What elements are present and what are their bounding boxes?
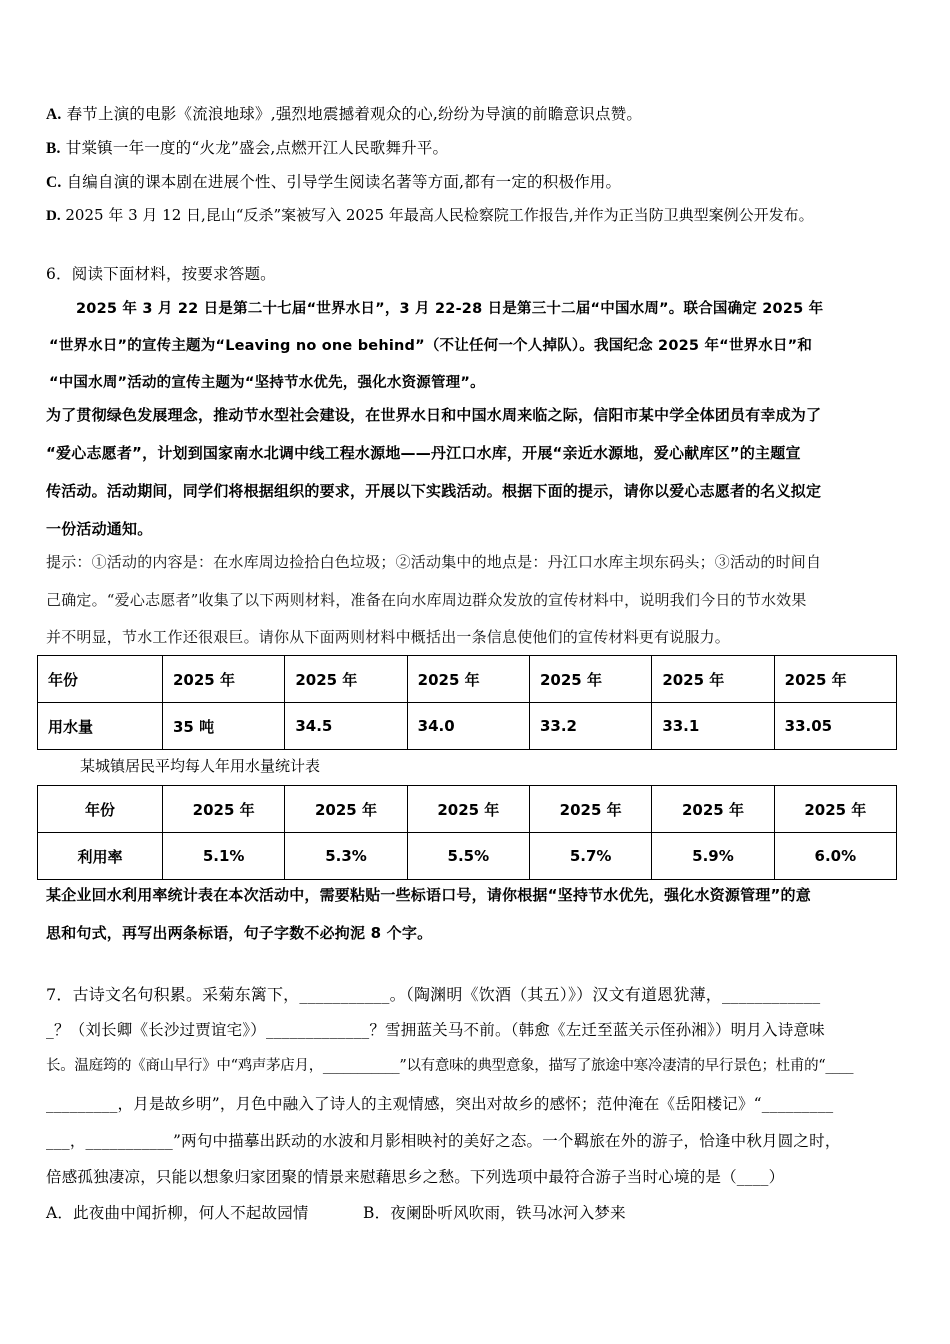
table-cell-value: 5.7% (529, 833, 651, 880)
q7-line: 倍感孤独凄凉，只能以想象归家团聚的情景来慰藉思乡之愁。下列选项中最符合游子当时心境的是（____） (46, 1168, 785, 1186)
q7-line: _________，月是故乡明”，月色中融入了诗人的主观情感，突出对故乡的感怀；范仲淹在《岳阳楼记》“_________ (46, 1095, 834, 1113)
q6-after-line: 思和句式，再写出两条标语，句子字数不必拘泥 8 个字。 (46, 924, 433, 942)
table-row-header: 年份 (38, 786, 163, 833)
table-cell-value: 35 吨 (163, 703, 285, 750)
table-cell-value: 5.1% (163, 833, 285, 880)
table-cell-value: 5.5% (407, 833, 529, 880)
table-cell-year: 2025 年 (407, 786, 529, 833)
table-cell-year: 2025 年 (407, 656, 529, 703)
table-cell-year: 2025 年 (285, 656, 407, 703)
table-row (38, 703, 897, 750)
option-text: 春节上演的电影《流浪地球》,强烈地震撼着观众的心,纷纷为导演的前瞻意识点赞。 (66, 105, 643, 123)
option-text: 自编自演的课本剧在进展个性、引导学生阅读名著等方面,都有一定的积极作用。 (66, 173, 622, 191)
table-row-header: 年份 (38, 656, 163, 703)
q7-option-b: B．夜阑卧听风吹雨，铁马冰河入梦来 (363, 1204, 626, 1222)
table-cell-value: 6.0% (774, 833, 896, 880)
table-row (38, 833, 897, 880)
table-cell-year: 2025 年 (529, 656, 651, 703)
q6-hint-line: 己确定。“爱心志愿者”收集了以下两则材料，准备在向水库周边群众发放的宣传材料中，说明我们今日的节水效果 (46, 591, 807, 609)
q5-option-c (46, 170, 621, 192)
q5-option-b (46, 136, 448, 158)
q6-task-line: 为了贯彻绿色发展理念，推动节水型社会建设，在世界水日和中国水周来临之际，信阳市某中学全体团员有幸成为了 (46, 406, 822, 424)
option-text: 2025 年 3 月 12 日,昆山“反杀”案被写入 2025 年最高人民检察院工作报告,并作为正当防卫典型案例公开发布。 (65, 206, 814, 224)
q5-option-d (46, 204, 814, 225)
table-cell-year: 2025 年 (652, 786, 774, 833)
q6-hint-line: 并不明显，节水工作还很艰巨。请你从下面两则材料中概括出一条信息使他们的宣传材料更有说服力。 (46, 628, 731, 646)
table-row (38, 656, 897, 703)
q6-material-line: 2025 年 3 月 22 日是第二十七届“世界水日”，3 月 22-28 日是第三十二届“中国水周”。联合国确定 2025 年 (76, 301, 824, 317)
q6-task-line: “爱心志愿者”，计划到国家南水北调中线工程水源地——丹江口水库，开展“亲近水源地，爱心献库区”的主题宣 (46, 444, 801, 462)
q7-line: _？（刘长卿《长沙过贾谊宅》）_____________？雪拥蓝关马不前。（韩愈《左迁至蓝关示侄孙湘》）明月入诗意味 (46, 1021, 825, 1039)
table-cell-value: 5.3% (285, 833, 407, 880)
table-cell-year: 2025 年 (285, 786, 407, 833)
q6-title: 6．阅读下面材料，按要求答题。 (46, 265, 276, 283)
table-row-header: 用水量 (38, 703, 163, 750)
table-row (38, 786, 897, 833)
table-cell-year: 2025 年 (163, 786, 285, 833)
option-text: 甘棠镇一年一度的“火龙”盛会,点燃开江人民歌舞升平。 (65, 139, 449, 157)
q6-hint-line: 提示：①活动的内容是：在水库周边捡拾白色垃圾；②活动集中的地点是：丹江口水库主坝东码头；③活动的时间自 (46, 553, 822, 571)
option-label: C. (46, 174, 62, 191)
option-label: B. (46, 140, 61, 157)
q6-material-line: “中国水周”活动的宣传主题为“坚持节水优先，强化水资源管理”。 (49, 375, 485, 391)
water-usage-table (37, 655, 897, 750)
table-cell-value: 34.0 (407, 703, 529, 750)
q7-line: 长。温庭筠的《商山早行》中“鸡声茅店月，___________”以有意味的典型意象，描写了旅途中寒冷凄清的早行景色；杜甫的“____ (46, 1058, 854, 1074)
q6-after-line: 某企业回水利用率统计表在本次活动中，需要粘贴一些标语口号，请你根据“坚持节水优先，强化水资源管理”的意 (46, 886, 811, 904)
water-reuse-table (37, 785, 897, 880)
table-cell-value: 33.2 (529, 703, 651, 750)
table1-caption: 某城镇居民平均每人年用水量统计表 (80, 757, 321, 775)
table-cell-year: 2025 年 (163, 656, 285, 703)
q7-line: 7．古诗文名句积累。采菊东篱下，___________。（陶渊明《饮酒（其五）》）汉文有道恩犹薄，____________ (46, 985, 821, 1004)
table-cell-value: 5.9% (652, 833, 774, 880)
q6-task-line: 一份活动通知。 (46, 520, 153, 538)
table-cell-year: 2025 年 (774, 656, 896, 703)
table-cell-value: 33.1 (652, 703, 774, 750)
table-cell-value: 33.05 (774, 703, 896, 750)
q7-option-a: A．此夜曲中闻折柳，何人不起故园情 (46, 1204, 309, 1222)
q5-option-a (46, 102, 642, 124)
table-cell-year: 2025 年 (652, 656, 774, 703)
table-cell-value: 34.5 (285, 703, 407, 750)
q7-line: ___，___________”两句中描摹出跃动的水波和月影相映衬的美好之态。一个羁旅在外的游子，恰逢中秋月圆之时， (46, 1132, 841, 1150)
q6-task-line: 传活动。活动期间，同学们将根据组织的要求，开展以下实践活动。根据下面的提示，请你以爱心志愿者的名义拟定 (46, 482, 822, 500)
option-label: A. (46, 106, 62, 123)
table-row-header: 利用率 (38, 833, 163, 880)
table-cell-year: 2025 年 (774, 786, 896, 833)
option-label: D. (46, 208, 61, 224)
table-cell-year: 2025 年 (529, 786, 651, 833)
q6-material-line: “世界水日”的宣传主题为“Leaving no one behind”（不让任何一个人掉队）。我国纪念 2025 年“世界水日”和 (49, 338, 813, 354)
